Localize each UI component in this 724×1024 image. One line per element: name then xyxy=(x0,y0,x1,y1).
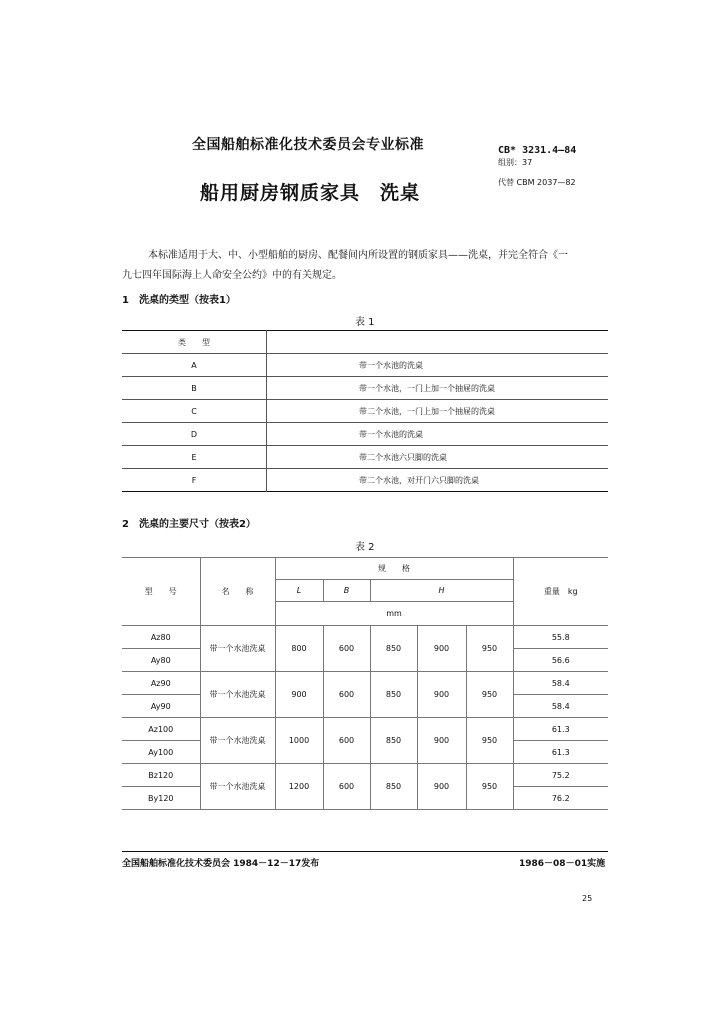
h-cell: 850 xyxy=(370,718,417,764)
issue-date: 全国船舶标准化技术委员会 1984－12－17发布 xyxy=(122,859,320,869)
table-row xyxy=(122,446,608,469)
h-cell: 950 xyxy=(466,764,513,810)
type-cell: D xyxy=(122,423,267,446)
l-header: L xyxy=(275,580,323,602)
model-cell: Az90 xyxy=(122,672,200,695)
desc-cell: 带二个水池六只脚的洗桌 xyxy=(267,446,609,469)
table-row xyxy=(122,400,608,423)
table-1-header: 类 型 xyxy=(122,331,267,354)
model-cell: Bz120 xyxy=(122,764,200,787)
name-cell: 带一个水池洗桌 xyxy=(200,626,275,672)
replaces-note: 代替 CBM 2037—82 xyxy=(498,178,576,187)
b-cell: 600 xyxy=(323,626,370,672)
table-row xyxy=(122,423,608,446)
h-cell: 900 xyxy=(417,764,466,810)
table-row xyxy=(122,764,608,787)
spec-header: 规 格 xyxy=(275,558,513,580)
type-cell: E xyxy=(122,446,267,469)
desc-cell: 带二个水池，对开门六只脚的洗桌 xyxy=(359,475,479,485)
h-cell: 850 xyxy=(370,764,417,810)
committee-title: 全国船舶标准化技术委员会专业标准 xyxy=(192,137,424,153)
h-cell: 950 xyxy=(466,626,513,672)
l-cell: 1000 xyxy=(275,718,323,764)
table-1-caption: 表 1 xyxy=(355,317,375,328)
section-2-heading: 2 洗桌的主要尺寸（按表2） xyxy=(122,519,256,530)
weight-cell: 55.8 xyxy=(513,626,608,649)
weight-cell: 58.4 xyxy=(513,695,608,718)
effective-date: 1986－08－01实施 xyxy=(519,859,606,869)
type-cell: B xyxy=(122,377,267,400)
h-cell: 900 xyxy=(417,718,466,764)
b-header: B xyxy=(323,580,370,602)
model-cell: Ay100 xyxy=(122,741,200,764)
model-header: 型 号 xyxy=(122,558,200,626)
weight-cell: 56.6 xyxy=(513,649,608,672)
table-row xyxy=(122,626,608,649)
b-cell: 600 xyxy=(323,718,370,764)
desc-cell: 带一个水池的洗桌 xyxy=(267,423,609,446)
name-cell: 带一个水池洗桌 xyxy=(200,718,275,764)
desc-cell: 带一个水池，一门上加一个抽屉的洗桌 xyxy=(267,377,609,400)
h-cell: 900 xyxy=(417,672,466,718)
weight-cell: 75.2 xyxy=(513,764,608,787)
desc-cell: 带一个水池的洗桌 xyxy=(267,354,609,377)
h-cell: 950 xyxy=(466,672,513,718)
b-cell: 600 xyxy=(323,672,370,718)
model-cell: Ay90 xyxy=(122,695,200,718)
unit-header: mm xyxy=(275,602,513,626)
model-cell: By120 xyxy=(122,787,200,810)
model-cell: Ay80 xyxy=(122,649,200,672)
h-cell: 850 xyxy=(370,672,417,718)
table-row xyxy=(122,469,608,492)
l-cell: 800 xyxy=(275,626,323,672)
type-cell: F xyxy=(122,469,267,492)
table-2-caption: 表 2 xyxy=(355,542,375,553)
table-row xyxy=(122,558,608,580)
table-row xyxy=(122,354,608,377)
model-cell: Az80 xyxy=(122,626,200,649)
footer-divider xyxy=(122,851,608,852)
table-row xyxy=(122,331,608,354)
standard-number: CB* 3231.4—84 xyxy=(498,145,577,156)
type-cell: A xyxy=(122,354,267,377)
h-cell: 950 xyxy=(466,718,513,764)
l-cell: 1200 xyxy=(275,764,323,810)
table-row xyxy=(122,718,608,741)
type-cell: C xyxy=(122,400,267,423)
desc-cell: 带二个水池，一门上加一个抽屉的洗桌 xyxy=(267,400,609,423)
h-cell: 900 xyxy=(417,626,466,672)
table-2 xyxy=(122,557,608,810)
document-title: 船用厨房钢质家具 洗桌 xyxy=(200,182,421,204)
model-cell: Az100 xyxy=(122,718,200,741)
name-header: 名 称 xyxy=(200,558,275,626)
table-row xyxy=(122,672,608,695)
intro-line-1: 本标准适用于大、中、小型船舶的厨房、配餐间内所设置的钢质家具——洗桌，并完全符合《一 xyxy=(148,250,568,261)
weight-cell: 61.3 xyxy=(513,741,608,764)
group-number: 组别：37 xyxy=(498,158,533,167)
name-cell: 带一个水池洗桌 xyxy=(200,764,275,810)
weight-cell: 61.3 xyxy=(513,718,608,741)
weight-cell: 76.2 xyxy=(513,787,608,810)
section-1-heading: 1 洗桌的类型（按表1） xyxy=(122,295,236,306)
l-cell: 900 xyxy=(275,672,323,718)
table-row xyxy=(122,377,608,400)
h-cell: 850 xyxy=(370,626,417,672)
weight-header: 重量 kg xyxy=(513,558,608,626)
intro-line-2: 九七四年国际海上人命安全公约》中的有关规定。 xyxy=(122,270,342,281)
table-1 xyxy=(122,330,608,492)
b-cell: 600 xyxy=(323,764,370,810)
h-header: H xyxy=(370,580,513,602)
weight-cell: 58.4 xyxy=(513,672,608,695)
page-number: 25 xyxy=(582,894,593,903)
name-cell: 带一个水池洗桌 xyxy=(200,672,275,718)
